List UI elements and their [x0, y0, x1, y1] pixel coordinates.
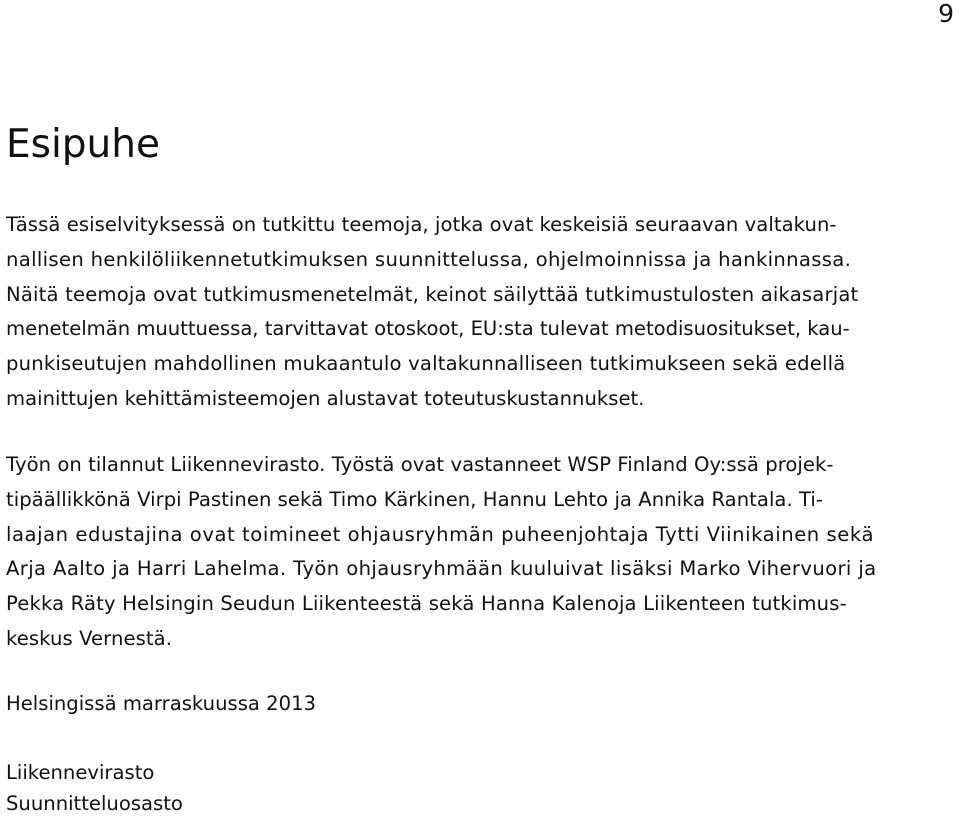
signature-block [6, 757, 183, 819]
signature-organization: Liikennevirasto [6, 761, 155, 784]
intro-line: Näitä teemoja ovat tutkimusmenetelmät, keinot säilyttää tutkimustulosten aikasarjat [6, 282, 859, 306]
intro-paragraph [6, 208, 954, 417]
intro-line: Tässä esiselvityksessä on tutkittu teemoja, jotka ovat keskeisiä seuraavan valtakun- [6, 213, 837, 236]
intro-line: nallisen henkilöliikennetutkimuksen suunnittelussa, ohjelmoinnissa ja hankinnassa. [6, 247, 852, 271]
page-title: Esipuhe [6, 122, 160, 167]
signature-department: Suunnitteluosasto [6, 792, 183, 815]
intro-line: punkiseutujen mahdollinen mukaantulo valtakunnalliseen tutkimukseen sekä edellä [6, 352, 846, 376]
credits-line: Työn on tilannut Liikennevirasto. Työstä ovat vastanneet WSP Finland Oy:ssä projek- [6, 453, 834, 476]
credits-line: laajan edustajina ovat toimineet ohjausryhmän puheenjohtaja Tytti Viinikainen sekä [6, 522, 875, 546]
place-and-date: Helsingissä marraskuussa 2013 [6, 692, 317, 715]
credits-paragraph [6, 448, 954, 657]
intro-line: mainittujen kehittämisteemojen alustavat toteutuskustannukset. [6, 386, 645, 410]
credits-line: Arja Aalto ja Harri Lahelma. Työn ohjausryhmään kuuluivat lisäksi Marko Vihervuori ja [6, 557, 877, 581]
credits-line: keskus Vernestä. [6, 626, 173, 650]
intro-line: menetelmän muuttuessa, tarvittavat otoskoot, EU:sta tulevat metodisuositukset, kau- [6, 317, 850, 341]
credits-line: Pekka Räty Helsingin Seudun Liikenteestä sekä Hanna Kalenoja Liikenteen tutkimus- [6, 592, 847, 616]
credits-line: tipäällikkönä Virpi Pastinen sekä Timo Kärkinen, Hannu Lehto ja Annika Rantala. Ti- [6, 487, 824, 511]
page-number: 9 [938, 0, 954, 28]
